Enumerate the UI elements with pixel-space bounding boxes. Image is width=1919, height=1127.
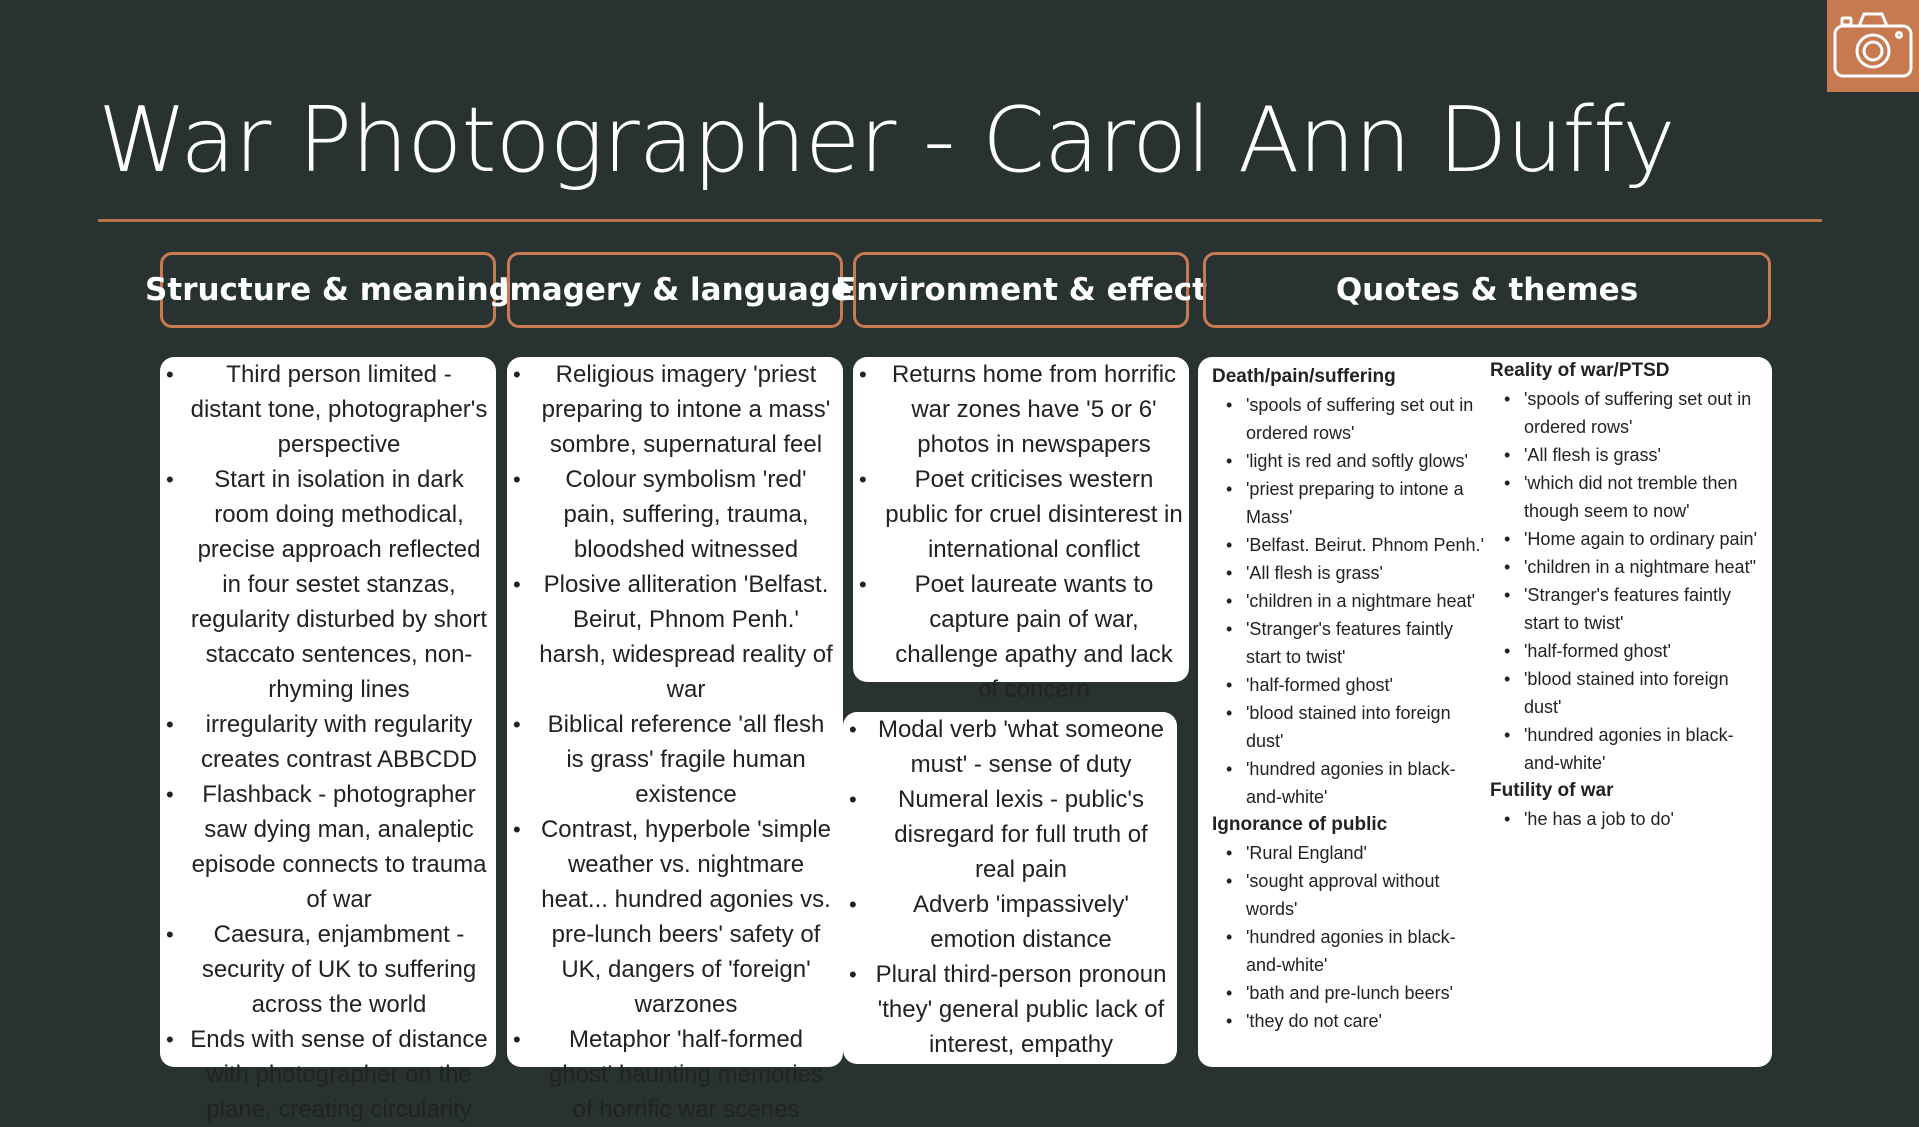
list-item: • Religious imagery 'priest preparing to intone a mass' sombre, supernatural feel [507, 357, 835, 462]
quote-item: • 'hundred agonies in black-and-white' [1490, 721, 1760, 777]
header-quotes-label: Quotes & themes [1335, 272, 1639, 308]
theme-heading-death: Death/pain/suffering [1212, 366, 1396, 387]
quote-item: • 'priest preparing to intone a Mass' [1212, 475, 1490, 531]
theme-heading-reality: Reality of war/PTSD [1490, 360, 1670, 381]
list-item: • Ends with sense of distance with photographer on the plane, creating circularity [160, 1022, 488, 1127]
header-imagery-label: Imagery & language [497, 272, 853, 308]
futility-quote-list [1490, 805, 1760, 833]
quote-item: • 'children in a nightmare heat" [1490, 553, 1760, 581]
structure-card [160, 357, 496, 1123]
quote-item: • 'spools of suffering set out in ordered rows' [1212, 391, 1490, 447]
quote-item: • 'they do not care' [1212, 1007, 1490, 1035]
quote-item: • 'he has a job to do' [1490, 805, 1760, 833]
header-structure-label: Structure & meaning [145, 272, 511, 308]
quote-item: • 'blood stained into foreign dust' [1490, 665, 1760, 721]
header-structure-meaning [145, 252, 511, 328]
quote-item: • 'Belfast. Beirut. Phnom Penh.' [1212, 531, 1490, 559]
list-item: • irregularity with regularity creates contrast ABBCDD [160, 707, 488, 777]
quote-item: • 'bath and pre-lunch beers' [1212, 979, 1490, 1007]
quotes-right-column [1490, 357, 1760, 833]
environment-list [853, 357, 1185, 707]
list-item: • Metaphor 'half-formed ghost' haunting memories of horrific war scenes [507, 1022, 835, 1127]
reality-quote-list [1490, 385, 1760, 777]
list-item: • Numeral lexis - public's disregard for full truth of real pain [843, 782, 1169, 887]
quote-item: • 'sought approval without words' [1212, 867, 1490, 923]
quotes-left-column [1212, 363, 1490, 1035]
header-quotes-themes [1203, 252, 1771, 328]
list-item: • Poet criticises western public for cruel disinterest in international conflict [853, 462, 1185, 567]
quote-item: • 'blood stained into foreign dust' [1212, 699, 1490, 755]
death-quote-list [1212, 391, 1490, 811]
page-title: War Photographer - Carol Ann Duffy [98, 88, 1675, 193]
list-item: • Adverb 'impassively' emotion distance [843, 887, 1169, 957]
list-item: • Returns home from horrific war zones have '5 or 6' photos in newspapers [853, 357, 1185, 462]
imagery-list [507, 357, 835, 1127]
list-item: • Caesura, enjambment - security of UK to suffering across the world [160, 917, 488, 1022]
theme-heading-ignorance: Ignorance of public [1212, 814, 1388, 835]
list-item: • Poet laureate wants to capture pain of war, challenge apathy and lack of concern [853, 567, 1185, 707]
quotes-card [1198, 357, 1772, 1067]
quote-item: • 'half-formed ghost' [1490, 637, 1760, 665]
list-item: • Flashback - photographer saw dying man, analeptic episode connects to trauma of war [160, 777, 488, 917]
list-item: • Plosive alliteration 'Belfast. Beirut, Phnom Penh.' harsh, widespread reality of war [507, 567, 835, 707]
camera-icon [1827, 0, 1919, 92]
structure-list [160, 357, 488, 1127]
ignorance-quote-list [1212, 839, 1490, 1035]
header-environment-label: Environment & effect [835, 272, 1207, 308]
list-item: • Plural third-person pronoun 'they' general public lack of interest, empathy [843, 957, 1169, 1062]
effect-card [843, 712, 1177, 1064]
quote-item: • 'spools of suffering set out in ordered rows' [1490, 385, 1760, 441]
imagery-card [507, 357, 843, 1123]
quote-item: • 'All flesh is grass' [1212, 559, 1490, 587]
environment-card [853, 357, 1189, 703]
list-item: • Contrast, hyperbole 'simple weather vs. nightmare heat... hundred agonies vs. pre-lunch beers' safety of UK, dangers of 'foreign' warzones [507, 812, 835, 1022]
quote-item: • 'half-formed ghost' [1212, 671, 1490, 699]
quote-item: • 'hundred agonies in black-and-white' [1212, 923, 1490, 979]
quote-item: • 'Rural England' [1212, 839, 1490, 867]
quote-item: • 'light is red and softly glows' [1212, 447, 1490, 475]
theme-heading-futility: Futility of war [1490, 780, 1614, 801]
list-item: • Third person limited - distant tone, photographer's perspective [160, 357, 488, 462]
header-imagery-language [497, 252, 853, 328]
quote-item: • 'Home again to ordinary pain' [1490, 525, 1760, 553]
list-item: • Biblical reference 'all flesh is grass' fragile human existence [507, 707, 835, 812]
title-divider [98, 219, 1822, 222]
list-item: • Colour symbolism 'red' pain, suffering, trauma, bloodshed witnessed [507, 462, 835, 567]
quote-item: • 'hundred agonies in black-and-white' [1212, 755, 1490, 811]
effect-list [843, 712, 1169, 1062]
quote-item: • 'children in a nightmare heat' [1212, 587, 1490, 615]
header-environment-effect [835, 252, 1207, 328]
list-item: • Start in isolation in dark room doing methodical, precise approach reflected in four sestet stanzas, regularity disturbed by short staccato sentences, non-rhyming lines [160, 462, 488, 707]
quote-item: • 'All flesh is grass' [1490, 441, 1760, 469]
quote-item: • 'Stranger's features faintly start to twist' [1212, 615, 1490, 671]
quote-item: • 'which did not tremble then though seem to now' [1490, 469, 1760, 525]
list-item: • Modal verb 'what someone must' - sense of duty [843, 712, 1169, 782]
quote-item: • 'Stranger's features faintly start to twist' [1490, 581, 1760, 637]
